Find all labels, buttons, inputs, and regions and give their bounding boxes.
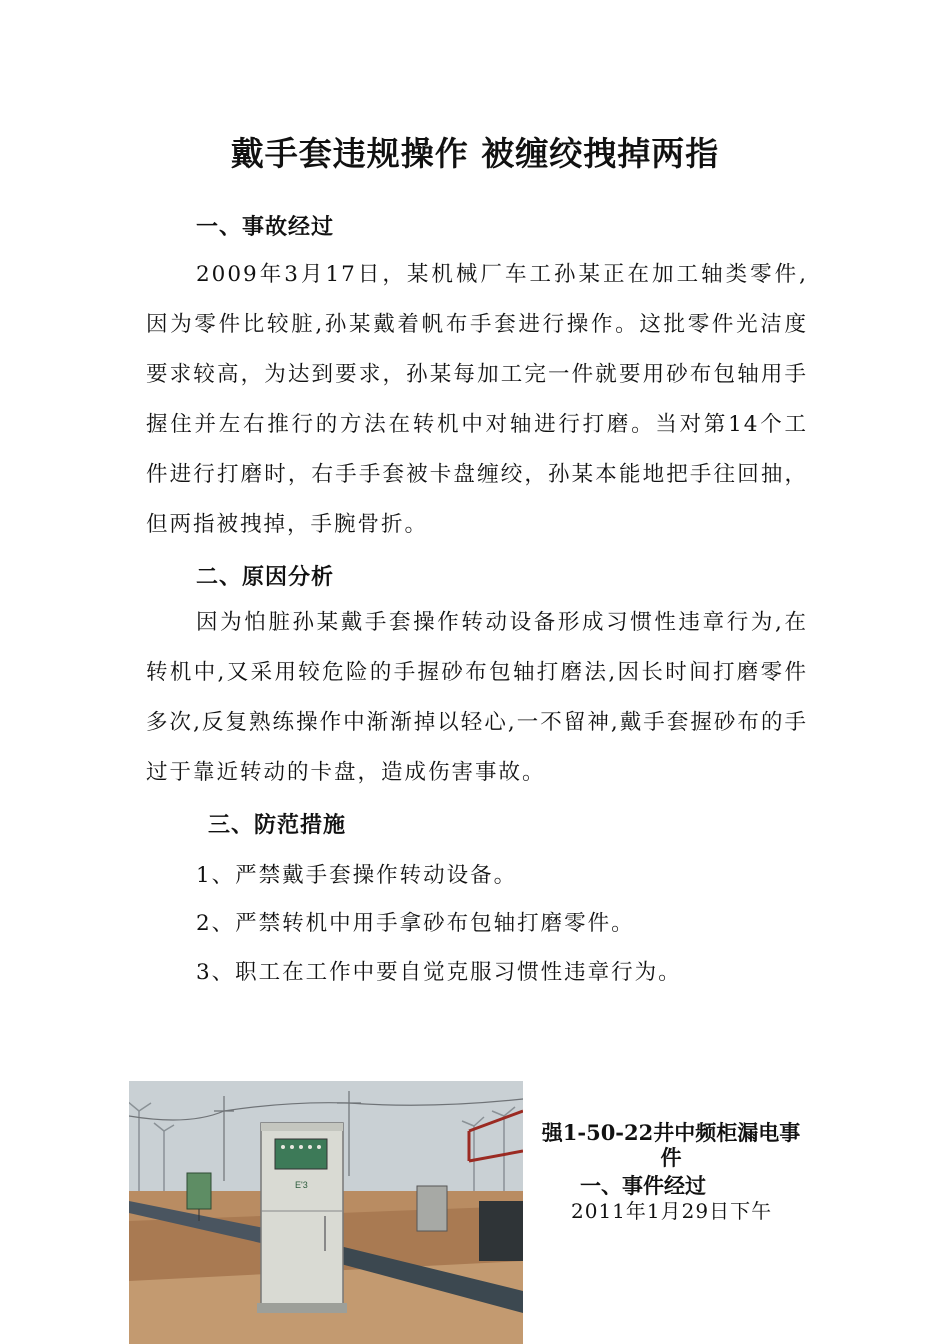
prevention-item-1: 1、严禁戴手套操作转动设备。	[196, 863, 518, 888]
page-title: 戴手套违规操作 被缠绞拽掉两指	[230, 134, 720, 173]
cabinet-label: E'3	[295, 1180, 308, 1190]
sidebar-title: 强1-50-22井中频柜漏电事件	[541, 1120, 801, 1170]
cause-paragraph: 因为怕脏孙某戴手套操作转动设备形成习惯性违章行为,在转机中,又采用较危险的手握砂布包轴打磨法,因长时间打磨零件多次,反复熟练操作中渐渐掉以轻心,一不留神,戴手套握砂布的手过于靠近转动的卡盘，造成伤害事故。	[146, 610, 808, 785]
prevention-item-2: 2、严禁转机中用手拿砂布包轴打磨零件。	[196, 911, 635, 936]
incident-photo	[129, 1081, 523, 1344]
section-heading-cause: 二、原因分析	[196, 564, 335, 590]
accident-paragraph: 2009年3月17日，某机械厂车工孙某正在加工轴类零件,因为零件比较脏,孙某戴着帆布手套进行操作。这批零件光洁度要求较高，为达到要求，孙某每加工完一件就要用砂布包轴用手握住并左右推行的方法在转机中对轴进行打磨。当对第14个工件进行打磨时，右手手套被卡盘缠绞，孙某本能地把手往回抽，但两指被拽掉，手腕骨折。	[146, 262, 808, 537]
section-heading-accident: 一、事故经过	[196, 214, 335, 240]
sidebar-heading: 一、事件经过	[580, 1173, 706, 1198]
prevention-item-3: 3、职工在工作中要自觉克服习惯性违章行为。	[196, 960, 682, 985]
section-heading-prevention: 三、防范措施	[208, 812, 347, 838]
sidebar-text: 2011年1月29日下午	[571, 1199, 773, 1223]
